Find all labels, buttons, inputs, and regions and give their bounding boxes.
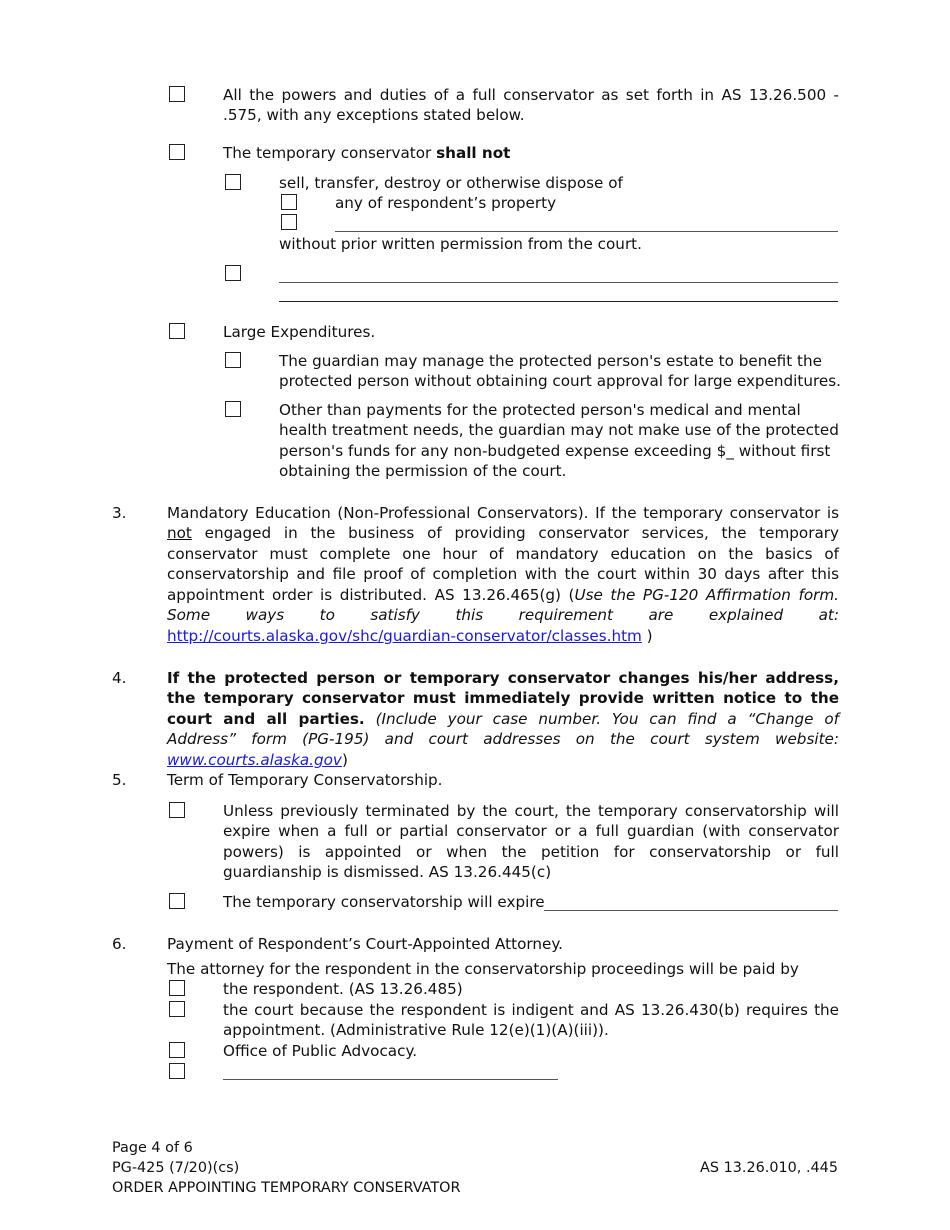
section-4-line4: Address” form (PG-195) and court addresses on the court system website:: [167, 730, 839, 748]
large-expenditures-title: Large Expenditures.: [223, 323, 376, 341]
paid-by-respondent-checkbox[interactable]: [169, 980, 185, 996]
section-4-line3: [167, 709, 839, 730]
large-exp-option2-line2: health treatment needs, the guardian may not make use of the protected: [279, 421, 839, 439]
section-3-number: 3.: [112, 504, 127, 522]
paid-by-respondent-text: the respondent. (AS 13.26.485): [223, 980, 463, 998]
section-3-line6: Some ways to satisfy this requirement are explained at:: [167, 606, 839, 624]
full-powers-line1: All the powers and duties of a full conservator as set forth in AS 13.26.500 -: [223, 86, 839, 104]
other-property-field[interactable]: [335, 231, 838, 232]
section-5-title: Term of Temporary Conservatorship.: [167, 771, 443, 789]
section-3-line5-plain: appointment order is distributed. AS 13.26.465(g) (: [167, 586, 575, 604]
term-option1-line3: powers) is appointed or when the petition for conservatorship or full: [223, 843, 839, 861]
section-3-line3: conservator must complete one hour of mandatory education on the basics of: [167, 545, 839, 563]
footer-statute: AS 13.26.010, .445: [700, 1160, 838, 1176]
sell-checkbox[interactable]: [225, 174, 241, 190]
section-3-line4: conservatorship and file proof of completion with the court within 30 days after this: [167, 565, 839, 583]
section-6-intro: The attorney for the respondent in the conservatorship proceedings will be paid by: [167, 960, 799, 978]
shall-not-checkbox[interactable]: [169, 144, 185, 160]
section-4-number: 4.: [112, 669, 127, 687]
section-3-not: not: [167, 524, 192, 542]
large-exp-option2-line3: person's funds for any non-budgeted expense exceeding $_ without first: [279, 442, 831, 460]
footer-form-number: PG-425 (7/20)(cs): [112, 1160, 240, 1176]
section-6-number: 6.: [112, 935, 127, 953]
classes-link[interactable]: http://courts.alaska.gov/shc/guardian-conservator/classes.htm: [167, 627, 642, 645]
section-4-link-close: ): [341, 751, 348, 769]
large-exp-option2-line1: Other than payments for the protected person's medical and mental: [279, 401, 801, 419]
other-restriction-checkbox[interactable]: [225, 265, 241, 281]
paid-by-opa-text: Office of Public Advocacy.: [223, 1042, 418, 1060]
shall-not-bold: shall not: [436, 144, 511, 162]
section-4-line1: If the protected person or temporary conservator changes his/her address,: [167, 669, 839, 687]
section-4-line3-bold: court and all parties.: [167, 710, 365, 728]
paid-by-court-checkbox[interactable]: [169, 1001, 185, 1017]
term-option2-checkbox[interactable]: [169, 893, 185, 909]
section-4-line5: [167, 750, 348, 771]
large-exp-option2-checkbox[interactable]: [225, 401, 241, 417]
section-3-line1: Mandatory Education (Non-Professional Conservators). If the temporary conservator is: [167, 504, 839, 522]
large-exp-option1-line1: The guardian may manage the protected person's estate to benefit the: [279, 352, 822, 370]
paid-by-court-line2: appointment. (Administrative Rule 12(e)(1)(A)(iii)).: [223, 1021, 609, 1039]
large-exp-option1-checkbox[interactable]: [225, 352, 241, 368]
other-restriction-field-2[interactable]: [279, 301, 838, 302]
term-option2-text: The temporary conservatorship will expire: [223, 893, 545, 911]
term-option1-line2: expire when a full or partial conservator or a full guardian (with conservator: [223, 822, 839, 840]
term-option1-checkbox[interactable]: [169, 802, 185, 818]
term-option1-line4: guardianship is dismissed. AS 13.26.445(c): [223, 863, 552, 881]
section-3-line7: [167, 626, 653, 647]
footer-form-title: ORDER APPOINTING TEMPORARY CONSERVATOR: [112, 1180, 461, 1196]
section-6-title: Payment of Respondent’s Court-Appointed Attorney.: [167, 935, 563, 953]
any-property-checkbox[interactable]: [281, 194, 297, 210]
courts-website-link[interactable]: www.courts.alaska.gov: [167, 751, 342, 769]
paid-by-opa-checkbox[interactable]: [169, 1042, 185, 1058]
large-exp-option1-line2: protected person without obtaining court approval for large expenditures.: [279, 372, 841, 390]
section-4-line2: the temporary conservator must immediately provide written notice to the: [167, 689, 839, 707]
large-expenditures-checkbox[interactable]: [169, 323, 185, 339]
section-3-line2: [167, 523, 839, 544]
footer-page-number: Page 4 of 6: [112, 1140, 193, 1156]
section-3-line2-rest: engaged in the business of providing conservator services, the temporary: [191, 524, 839, 542]
any-property-text: any of respondent’s property: [335, 194, 557, 212]
other-restriction-field-1[interactable]: [279, 282, 838, 283]
section-5-number: 5.: [112, 771, 127, 789]
sell-text: sell, transfer, destroy or otherwise dispose of: [279, 174, 623, 192]
shall-not-prefix: The temporary conservator: [223, 144, 437, 162]
expire-date-field[interactable]: [544, 910, 838, 911]
without-permission-text: without prior written permission from the court.: [279, 235, 642, 253]
section-4-line3-italic: (Include your case number. You can find a “Change of: [375, 710, 840, 728]
term-option1-line1: Unless previously terminated by the court, the temporary conservatorship will: [223, 802, 839, 820]
full-powers-checkbox[interactable]: [169, 86, 185, 102]
other-property-checkbox[interactable]: [281, 214, 297, 230]
section-3-line5-italic: Use the PG-120 Affirmation form.: [574, 586, 839, 604]
section-3-link-close: ): [641, 627, 653, 645]
paid-by-court-line1: the court because the respondent is indigent and AS 13.26.430(b) requires the: [223, 1001, 839, 1019]
large-exp-option2-line4: obtaining the permission of the court.: [279, 462, 567, 480]
paid-by-other-checkbox[interactable]: [169, 1063, 185, 1079]
section-3-line5: [167, 585, 839, 606]
shall-not-text: [223, 143, 510, 164]
paid-by-other-field[interactable]: [223, 1079, 558, 1080]
full-powers-line2: .575, with any exceptions stated below.: [223, 106, 525, 124]
